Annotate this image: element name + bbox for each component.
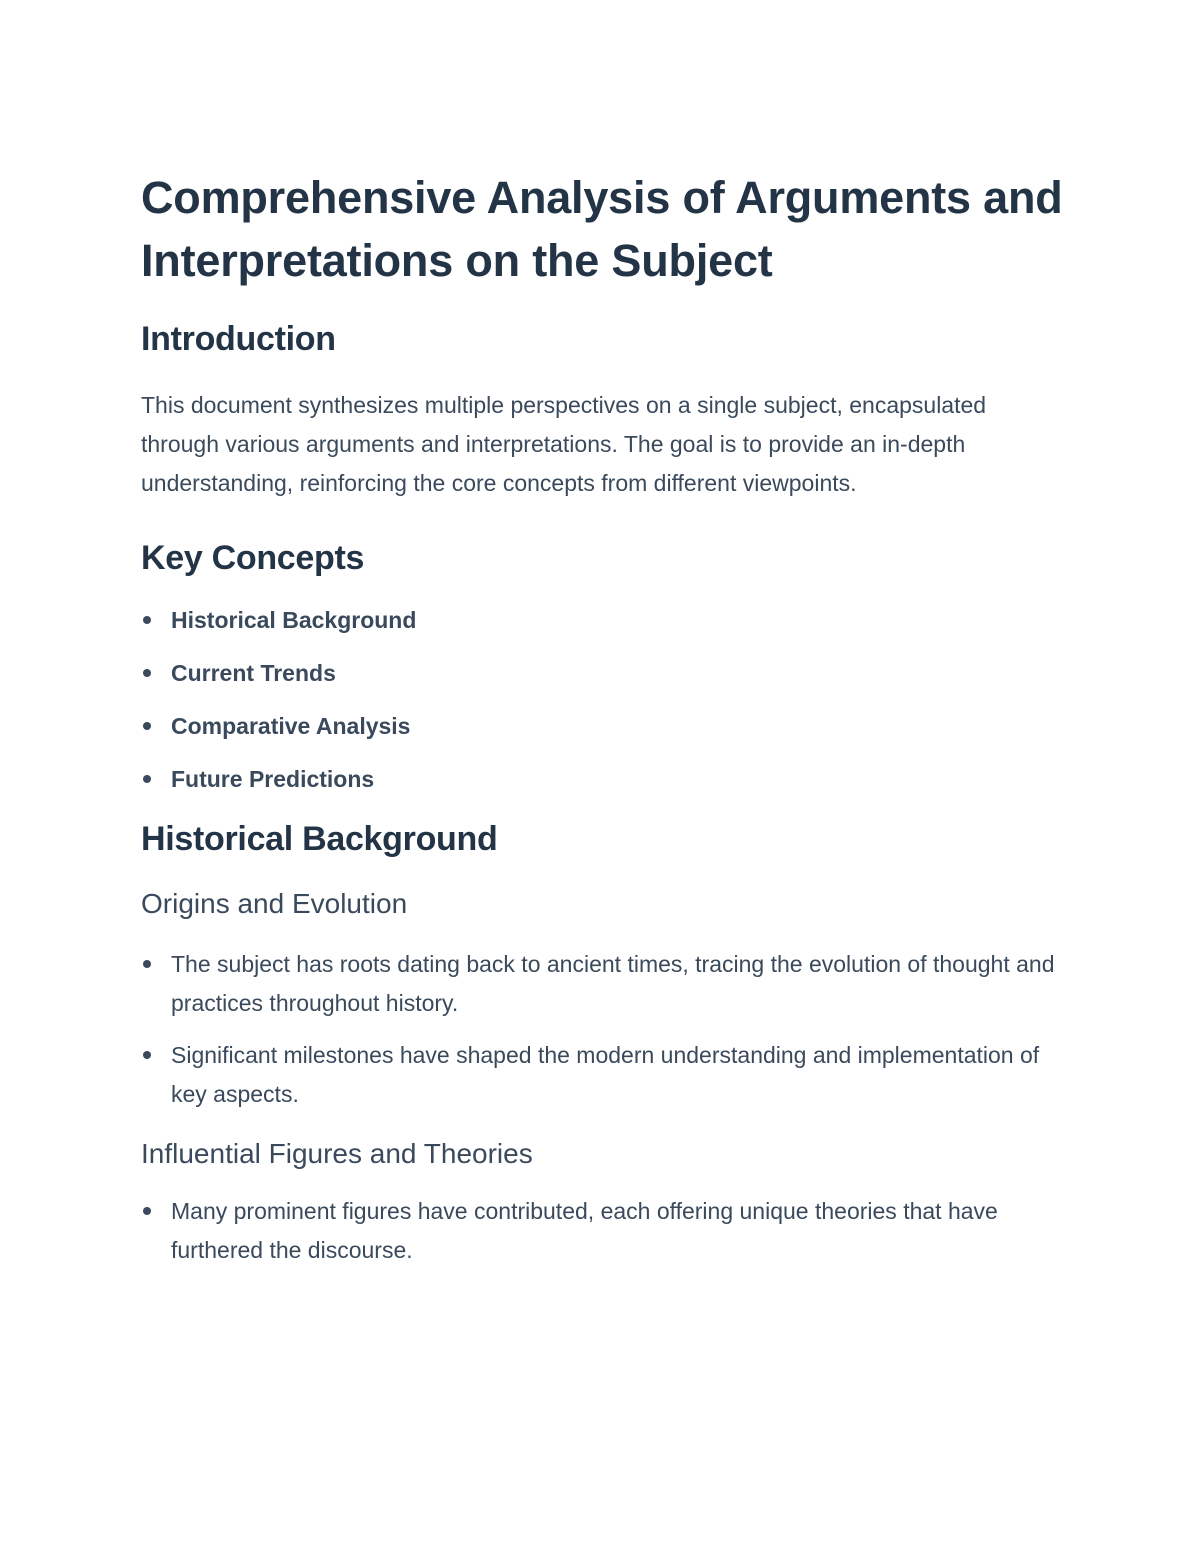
historical-background-heading: Historical Background	[141, 820, 498, 858]
list-item-label: Comparative Analysis	[171, 713, 411, 739]
list-item	[141, 605, 1071, 635]
bullet-icon	[143, 669, 151, 677]
influential-figures-list	[141, 1192, 1071, 1270]
bullet-icon	[143, 616, 151, 624]
list-item-label: Historical Background	[171, 607, 417, 633]
introduction-heading: Introduction	[141, 320, 336, 358]
list-item-text: Significant milestones have shaped the modern understanding and implementation of key aspects.	[171, 1042, 1040, 1107]
list-item	[141, 945, 1071, 1023]
key-concepts-list	[141, 605, 1071, 794]
origins-list	[141, 945, 1071, 1114]
bullet-icon	[143, 722, 151, 730]
list-item	[141, 711, 1071, 741]
document-page	[141, 166, 1071, 1283]
list-item-text: The subject has roots dating back to ancient times, tracing the evolution of thought and practices throughout history.	[171, 951, 1055, 1016]
list-item	[141, 1036, 1071, 1114]
bullet-icon	[143, 775, 151, 783]
bullet-icon	[143, 960, 151, 968]
introduction-paragraph: This document synthesizes multiple perspectives on a single subject, encapsulated through various arguments and interpretations. The goal is to provide an in-depth understanding, reinforcing the core concepts from different viewpoints.	[141, 392, 987, 496]
document-title: Comprehensive Analysis of Arguments and Interpretations on the Subject	[141, 172, 1063, 286]
origins-heading: Origins and Evolution	[141, 888, 408, 919]
influential-figures-heading: Influential Figures and Theories	[141, 1138, 533, 1169]
key-concepts-heading: Key Concepts	[141, 539, 365, 577]
list-item-label: Current Trends	[171, 660, 336, 686]
list-item-text: Many prominent figures have contributed, each offering unique theories that have furthered the discourse.	[171, 1198, 998, 1263]
list-item	[141, 1192, 1071, 1270]
bullet-icon	[143, 1207, 151, 1215]
list-item	[141, 764, 1071, 794]
list-item	[141, 658, 1071, 688]
list-item-label: Future Predictions	[171, 766, 375, 792]
bullet-icon	[143, 1051, 151, 1059]
